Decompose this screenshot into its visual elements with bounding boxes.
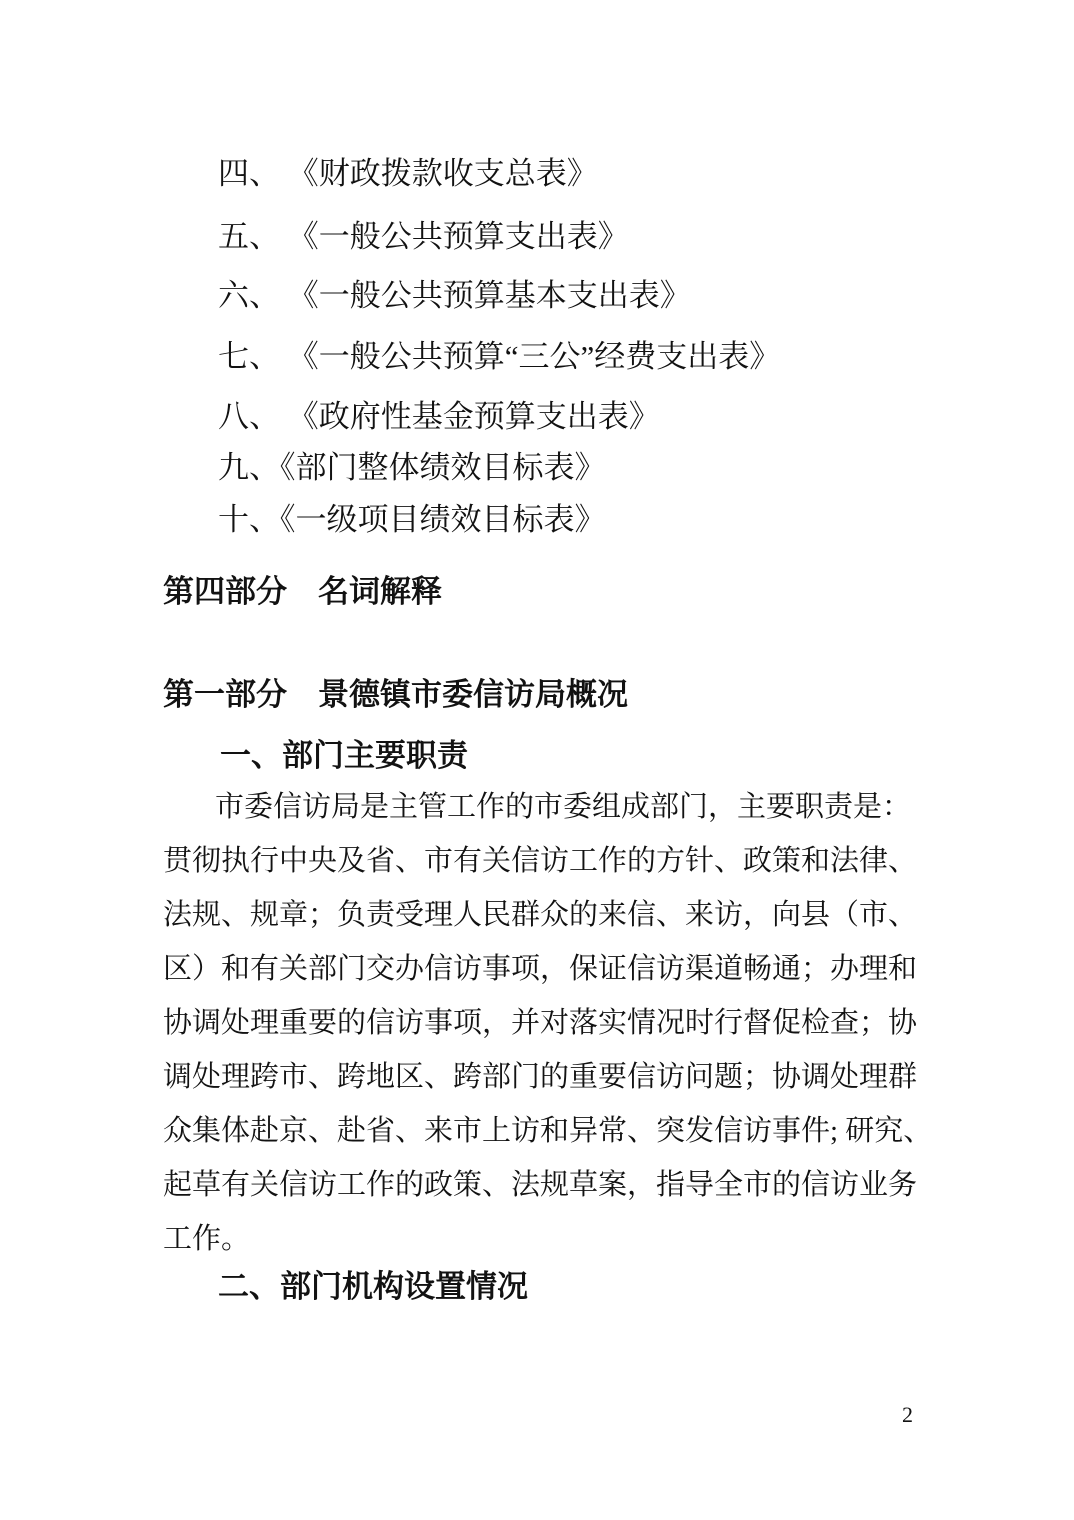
duties-line-5: 协调处理重要的信访事项，并对落实情况时行督促检查；协 <box>163 1007 918 1039</box>
toc-item-4: 四、 《财政拨款收支总表》 <box>218 156 598 191</box>
duties-line-9: 工作。 <box>163 1223 251 1255</box>
duties-line-4: 区）和有关部门交办信访事项，保证信访渠道畅通；办理和 <box>163 953 918 985</box>
duties-line-6: 调处理跨市、跨地区、跨部门的重要信访问题；协调处理群 <box>163 1061 918 1093</box>
page-number: 2 <box>902 1402 913 1427</box>
toc-item-6: 六、 《一般公共预算基本支出表》 <box>218 278 691 313</box>
duties-line-3: 法规、规章；负责受理人民群众的来信、来访，向县（市、 <box>163 899 918 931</box>
duties-line-1: 市委信访局是主管工作的市委组成部门，主要职责是： <box>215 791 912 823</box>
toc-item-9: 九、《部门整体绩效目标表》 <box>218 450 606 485</box>
heading-part-four: 第四部分 名词解释 <box>163 574 442 609</box>
heading-section-two: 二、部门机构设置情况 <box>218 1269 528 1304</box>
heading-part-one: 第一部分 景德镇市委信访局概况 <box>163 677 628 712</box>
duties-line-2: 贯彻执行中央及省、市有关信访工作的方针、政策和法律、 <box>163 845 918 877</box>
toc-item-7: 七、 《一般公共预算“三公”经费支出表》 <box>218 339 781 374</box>
duties-line-7: 众集体赴京、赴省、来市上访和异常、突发信访事件; 研究、 <box>163 1115 933 1147</box>
toc-item-8: 八、 《政府性基金预算支出表》 <box>218 399 660 434</box>
toc-item-5: 五、 《一般公共预算支出表》 <box>218 219 629 254</box>
heading-section-one: 一、部门主要职责 <box>220 738 468 773</box>
toc-item-10: 十、《一级项目绩效目标表》 <box>218 502 606 537</box>
duties-line-8: 起草有关信访工作的政策、法规草案，指导全市的信访业务 <box>163 1169 918 1201</box>
